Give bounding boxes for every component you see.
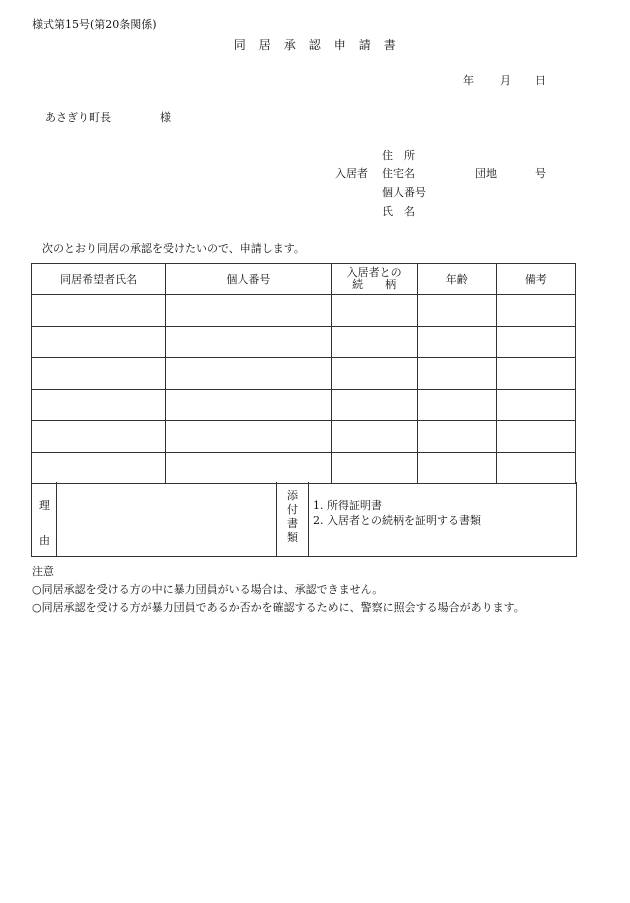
cell-relation[interactable]	[331, 358, 417, 390]
cell-name[interactable]	[32, 295, 166, 327]
document-title: 同 居 承 認 申 請 書	[233, 38, 397, 52]
cell-mynumber[interactable]	[166, 358, 331, 390]
applicant-name-label: 氏 名	[382, 205, 415, 218]
header-relation-line2: 続 柄	[352, 278, 397, 291]
notes-title: 注意	[32, 565, 54, 578]
reason-label-char-2: 由	[39, 534, 50, 547]
applicant-danchi-label: 団地	[475, 167, 497, 180]
cell-remarks[interactable]	[496, 326, 575, 358]
cell-relation[interactable]	[331, 389, 417, 421]
reason-attachment-section	[31, 482, 577, 557]
cohabitant-table	[31, 263, 576, 484]
cell-relation[interactable]	[331, 326, 417, 358]
cell-name[interactable]	[32, 421, 166, 453]
cell-name[interactable]	[32, 358, 166, 390]
table-row	[32, 358, 576, 390]
cell-remarks[interactable]	[496, 389, 575, 421]
attachments-label-char: 書	[287, 517, 298, 530]
header-relation	[331, 264, 417, 295]
table-row	[32, 421, 576, 453]
note-item: ○同居承認を受ける方の中に暴力団員がいる場合は、承認できません。	[32, 583, 384, 596]
attachments-label-char: 類	[287, 531, 298, 544]
cell-mynumber[interactable]	[166, 389, 331, 421]
attachments-label	[277, 482, 309, 556]
reason-label-char-1: 理	[39, 499, 50, 512]
cell-relation[interactable]	[331, 421, 417, 453]
table-row	[32, 295, 576, 327]
addressee-honorific: 様	[160, 111, 171, 124]
request-sentence: 次のとおり同居の承認を受けたいので、申請します。	[42, 242, 305, 255]
cell-age[interactable]	[417, 452, 496, 484]
header-mynumber: 個人番号	[166, 264, 331, 295]
table-row	[32, 452, 576, 484]
note-item: ○同居承認を受ける方が暴力団員であるか否かを確認するために、警察に照会する場合があります。	[32, 601, 525, 614]
table-header-row	[32, 264, 576, 295]
cell-mynumber[interactable]	[166, 326, 331, 358]
table-row	[32, 389, 576, 421]
cell-relation[interactable]	[331, 452, 417, 484]
cell-name[interactable]	[32, 452, 166, 484]
cell-mynumber[interactable]	[166, 452, 331, 484]
cell-age[interactable]	[417, 295, 496, 327]
header-remarks: 備考	[496, 264, 575, 295]
cell-age[interactable]	[417, 421, 496, 453]
applicant-role-label: 入居者	[335, 167, 368, 180]
applicant-address-label: 住 所	[382, 149, 415, 162]
date-year-label: 年	[463, 74, 474, 87]
cell-name[interactable]	[32, 389, 166, 421]
cell-age[interactable]	[417, 358, 496, 390]
header-age: 年齢	[417, 264, 496, 295]
cell-age[interactable]	[417, 389, 496, 421]
attachment-item: 2. 入居者との続柄を証明する書類	[313, 514, 481, 527]
cell-mynumber[interactable]	[166, 421, 331, 453]
header-relation-line1: 入居者との	[346, 266, 402, 279]
date-month-label: 月	[500, 74, 511, 87]
header-cohabitant-name: 同居希望者氏名	[32, 264, 166, 295]
cell-mynumber[interactable]	[166, 295, 331, 327]
cell-relation[interactable]	[331, 295, 417, 327]
attachments-list	[313, 498, 481, 528]
cell-remarks[interactable]	[496, 452, 575, 484]
attachments-label-char: 付	[287, 503, 298, 516]
table-row	[32, 326, 576, 358]
applicant-housing-label: 住宅名	[382, 167, 415, 180]
cell-name[interactable]	[32, 326, 166, 358]
applicant-go-label: 号	[535, 167, 546, 180]
attachments-label-char: 添	[287, 489, 298, 502]
cell-age[interactable]	[417, 326, 496, 358]
applicant-mynumber-label: 個人番号	[382, 186, 426, 199]
cell-remarks[interactable]	[496, 295, 575, 327]
date-day-label: 日	[535, 74, 546, 87]
cell-remarks[interactable]	[496, 421, 575, 453]
addressee-name: あさぎり町長	[45, 111, 111, 124]
attachment-item: 1. 所得証明書	[313, 499, 382, 512]
reason-field[interactable]	[56, 482, 277, 556]
form-number: 様式第15号(第20条関係)	[32, 18, 157, 31]
reason-label	[32, 482, 57, 556]
cell-remarks[interactable]	[496, 358, 575, 390]
